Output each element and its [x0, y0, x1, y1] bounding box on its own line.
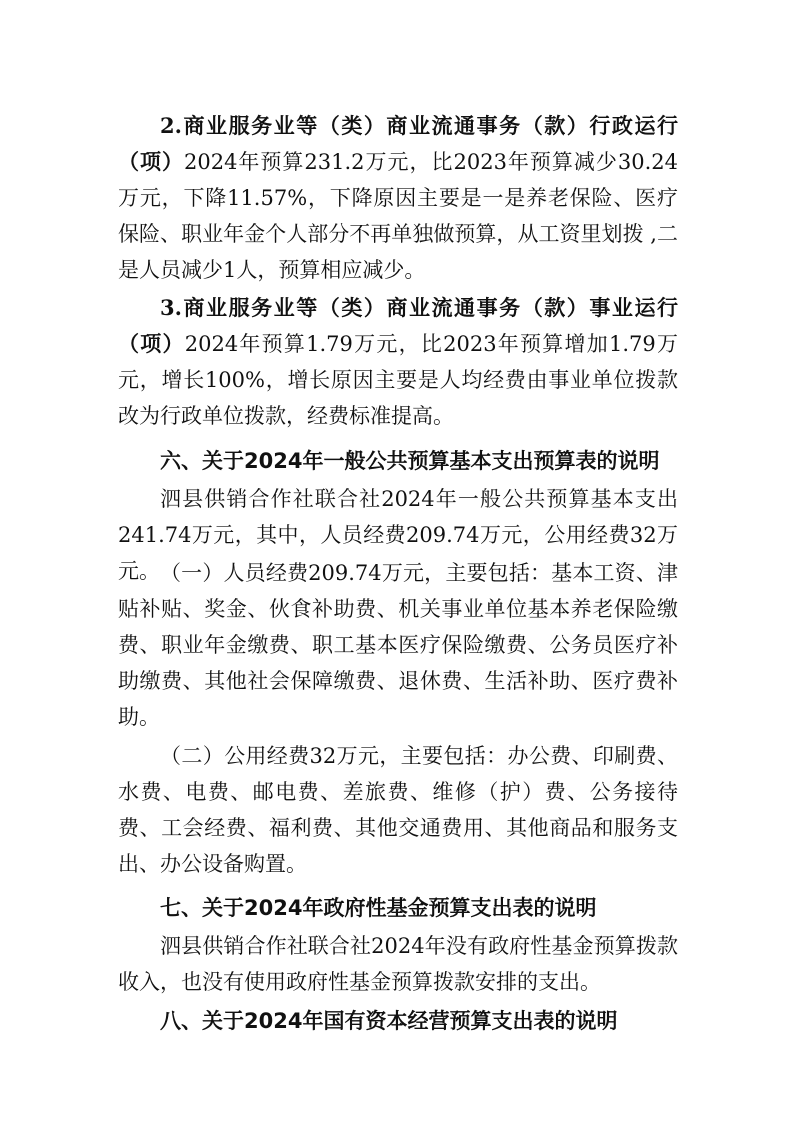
- paragraph-body: 2024年预算231.2万元，比2023年预算减少30.24万元，下降11.57%，下降原因主要是一是养老保险、医疗保险、职业年金个人部分不再单独做预算，从工资里划拨 ,二是人员减少1人，预算相应减少。: [118, 150, 679, 282]
- paragraph-body: 2024年预算1.79万元，比2023年预算增加1.79万元，增长100%，增长原因主要是人均经费由事业单位拨款改为行政单位拨款，经费标准提高。: [118, 332, 679, 428]
- paragraph-lead: 3.商业服务业等（类）商业流通事务（款）事业运行（项）: [118, 295, 678, 356]
- paragraph-admin-operation: [118, 108, 678, 288]
- section-heading-7: 七、关于2024年政府性基金预算支出表的说明: [160, 896, 597, 920]
- paragraph-basic-expenditure: 泗县供销合作社联合社2024年一般公共预算基本支出241.74万元，其中，人员经费209.74万元，公用经费32万元。: [118, 487, 678, 583]
- section-heading-8: 八、关于2024年国有资本经营预算支出表的说明: [160, 1009, 618, 1033]
- paragraph-public-expenses: （二）公用经费32万元，主要包括：办公费、印刷费、水费、电费、邮电费、差旅费、维修（护）费、公务接待费、工会经费、福利费、其他交通费用、其他商品和服务支出、办公设备购置。: [118, 744, 678, 876]
- paragraph-lead: 2.商业服务业等（类）商业流通事务（款）行政运行（项）: [118, 113, 678, 174]
- paragraph-personnel-expenses: （一）人员经费209.74万元，主要包括：基本工资、津贴补贴、奖金、伙食补助费、机关事业单位基本养老保险缴费、职业年金缴费、职工基本医疗保险缴费、公务员医疗补助缴费、其他社会保障缴费、退休费、生活补助、医疗费补助。: [118, 561, 678, 729]
- paragraph-business-operation: [118, 290, 678, 434]
- section-heading-6: 六、关于2024年一般公共预算基本支出预算表的说明: [160, 449, 660, 473]
- paragraph-government-fund: 泗县供销合作社联合社2024年没有政府性基金预算拨款收入，也没有使用政府性基金预算拨款安排的支出。: [118, 934, 678, 994]
